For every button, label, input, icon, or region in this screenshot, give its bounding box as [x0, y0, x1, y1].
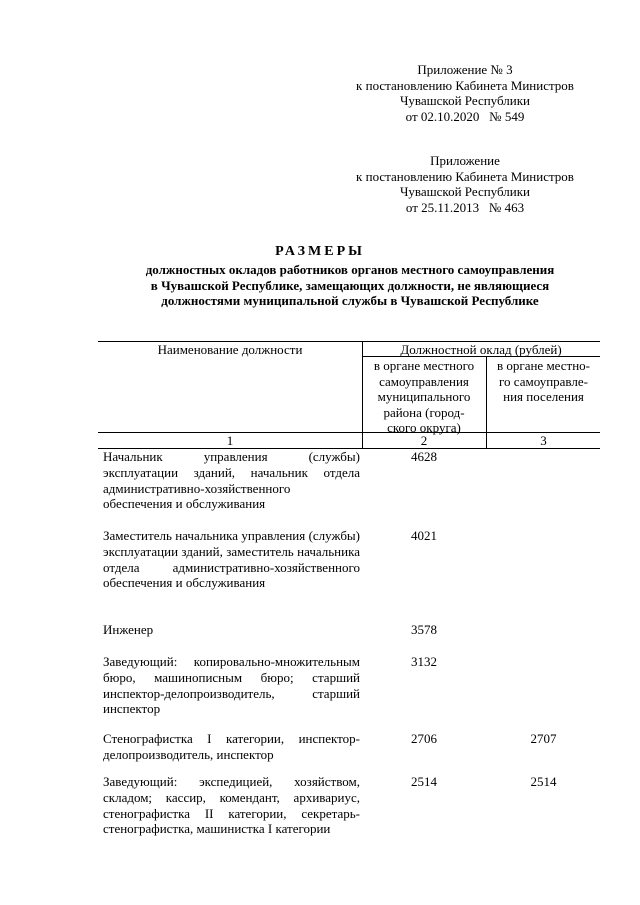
column-number-2: 2 [420, 433, 428, 448]
header-district [362, 358, 486, 436]
row-position-name: Заведующий: экспедицией, хозяйством, складом; кассир, комендант, архивариус, стенографистка II категории, секретарь-стенографистка, машинистка I категории [103, 774, 360, 837]
subtitle-line2: в Чувашской Республике, замещающих должности, не являющиеся [150, 277, 550, 293]
document-subtitle [60, 262, 640, 309]
header-district-line1: в органе местного [373, 358, 475, 373]
appendix-current-line3: Чувашской Республики [399, 93, 531, 108]
row-district-salary: 4628 [411, 449, 437, 464]
row-district-salary: 2514 [411, 774, 437, 789]
appendix-original-line2: к постановлению Кабинета Министров [356, 168, 574, 184]
header-settlement-line3: ния поселения [503, 389, 584, 404]
row-district-salary: 3578 [411, 622, 437, 637]
subtitle-line3: должностями муниципальной службы в Чувашской Республике [161, 293, 539, 308]
row-settlement-salary: 2514 [530, 774, 557, 789]
row-position-name: Инженер [103, 622, 154, 637]
appendix-original-line1: Приложение [430, 153, 500, 168]
row-position-name: Заместитель начальника управления (службы) эксплуатации зданий, заместитель начальника отдела административно-хозяйственного обеспечения и обслуживания [103, 528, 360, 591]
column-number-3: 3 [540, 433, 547, 448]
row-district-salary: 2706 [411, 731, 437, 746]
header-settlement-line1: в органе местно- [496, 358, 591, 373]
header-salary: Должностной оклад (рублей) [400, 342, 562, 357]
subtitle-line1: должностных окладов работников органов местного самоуправления [145, 262, 555, 277]
column-number-1: 1 [226, 433, 234, 448]
appendix-current-line4: от 02.10.2020 № 549 [405, 108, 525, 124]
header-position: Наименование должности [157, 342, 303, 357]
appendix-original-line4: от 25.11.2013 № 463 [405, 199, 525, 215]
document-title: РАЗМЕРЫ [275, 244, 365, 259]
row-district-salary: 3132 [411, 654, 437, 669]
appendix-current-line1: Приложение № 3 [417, 62, 513, 77]
appendix-current-block [330, 62, 600, 124]
row-position-name: Стенографистка I категории, инспектор-делопроизводитель, инспектор [103, 731, 360, 762]
appendix-current-line2: к постановлению Кабинета Министров [356, 77, 574, 93]
header-district-line2: самоуправления [379, 373, 469, 389]
header-settlement-line2: го самоуправле- [499, 373, 588, 389]
row-position-name: Заведующий: копировально-множительным бюро, машинописным бюро; старший инспектор-делопроизводитель, старший инспектор [103, 654, 360, 717]
row-district-salary: 4021 [411, 528, 437, 543]
header-district-line4: района (город- [383, 404, 465, 420]
appendix-original-block [330, 153, 600, 215]
row-position-name: Начальник управления (службы) эксплуатации зданий, начальник отдела административно-хозяйственного обеспечения и обслуживания [103, 449, 360, 512]
header-district-line5: ского округа) [387, 420, 461, 435]
header-district-line3: муниципального [377, 389, 471, 404]
header-settlement [487, 358, 600, 405]
row-settlement-salary: 2707 [530, 731, 557, 746]
appendix-original-line3: Чувашской Республики [399, 184, 531, 199]
